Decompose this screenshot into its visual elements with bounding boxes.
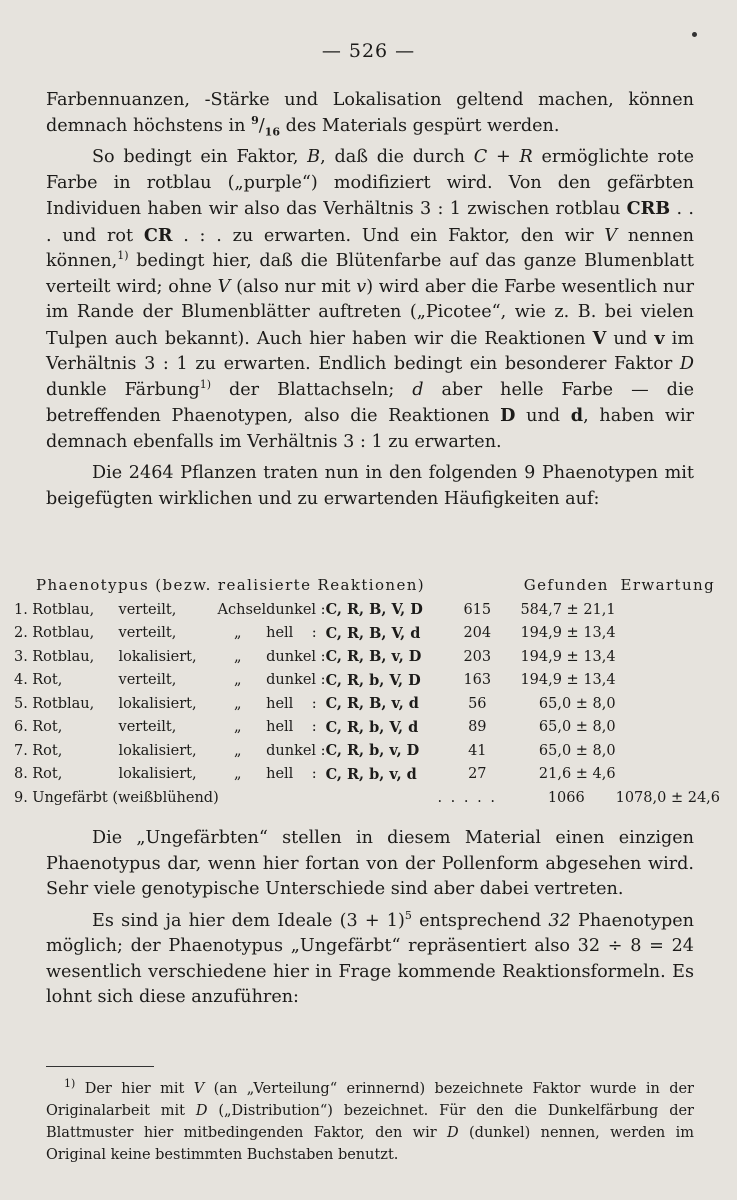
row-distribution: verteilt,: [118, 625, 177, 642]
row-achsel: „: [233, 672, 242, 689]
row-number: 7.: [14, 742, 28, 759]
row-number: 8.: [14, 766, 28, 783]
table-row: [14, 598, 720, 622]
row-formula: C, R, B, v, D: [325, 648, 422, 666]
row-color: Rot,: [32, 766, 63, 783]
row-color: Rotblau,: [32, 601, 95, 618]
row-shade: hell :: [266, 695, 317, 712]
paragraph-3: Die 2464 Pflanzen traten nun in den folgenden 9 Phaenotypen mit beigefügten wirklichen und zu erwartenden Häufigkeiten auf:: [46, 463, 694, 509]
row-shade: hell :: [266, 719, 317, 736]
row-number: 1.: [14, 601, 28, 618]
page-number: — 526 —: [321, 40, 416, 62]
row-distribution: lokalisiert,: [118, 695, 197, 712]
row-found: 203: [463, 648, 492, 665]
row-shade: dunkel :: [266, 742, 326, 759]
row-expected: 194,9 ± 13,4: [520, 672, 616, 689]
row-achsel: „: [233, 625, 242, 642]
body-text-bottom: [46, 826, 694, 1011]
table-row: [14, 739, 720, 763]
ink-speck: [692, 32, 697, 37]
row-formula: C, R, b, v, D: [325, 742, 420, 760]
row-expected: 65,0 ± 8,0: [538, 719, 616, 736]
row-shade: dunkel :: [266, 672, 326, 689]
header-erwartung: Erwartung: [620, 576, 716, 594]
row-color: Rot,: [32, 742, 63, 759]
table-row: [14, 692, 720, 716]
footnote-rule: [46, 1066, 154, 1067]
table-row: [14, 763, 720, 787]
row-color: Rotblau,: [32, 648, 95, 665]
row-color: Rot,: [32, 719, 63, 736]
row-found: 163: [463, 672, 492, 689]
row-achsel: „: [233, 742, 242, 759]
table-row: [14, 622, 720, 646]
row-formula: C, R, b, v, d: [325, 765, 417, 783]
row-found: 615: [463, 601, 492, 618]
row-found: 89: [468, 719, 487, 736]
row-number: 3.: [14, 648, 28, 665]
row-formula: C, R, B, V, D: [325, 601, 423, 619]
row-expected: 65,0 ± 8,0: [538, 742, 616, 759]
header-phaenotypus: Phaenotypus (bezw. realisierte Reaktionen): [36, 576, 426, 594]
paragraph-1: Farbennuanzen, -Stärke und Lokalisation geltend machen, können demnach höchstens in $^9/_{16}$ des Materials gespürt werden.: [46, 90, 694, 139]
row-expected: 194,9 ± 13,4: [520, 648, 616, 665]
row-distribution: lokalisiert,: [118, 742, 197, 759]
row-found: 56: [468, 695, 487, 712]
row-distribution: lokalisiert,: [118, 766, 197, 783]
row-achsel: „: [233, 719, 242, 736]
row-found: 27: [468, 766, 487, 783]
row-formula: C, R, b, V, D: [325, 671, 421, 689]
header-gefunden: Gefunden: [523, 576, 609, 594]
row-found: 1066: [547, 789, 585, 806]
row-number: 6.: [14, 719, 28, 736]
row-expected: 1078,0 ± 24,6: [615, 789, 720, 806]
row-found: 204: [463, 625, 492, 642]
row-shade: hell :: [266, 625, 317, 642]
table-row: [14, 786, 720, 810]
row-achsel: „: [233, 648, 242, 665]
row-distribution: verteilt,: [118, 719, 177, 736]
row-number: 9.: [14, 789, 28, 806]
row-expected: 65,0 ± 8,0: [538, 695, 616, 712]
table-row: [14, 645, 720, 669]
row-expected: 194,9 ± 13,4: [520, 625, 616, 642]
row-shade: dunkel :: [266, 648, 326, 665]
row-number: 5.: [14, 695, 28, 712]
phaenotype-table: [14, 576, 720, 810]
row-achsel: „: [233, 695, 242, 712]
row-formula: C, R, B, v, d: [325, 695, 419, 713]
table-header: [14, 576, 720, 598]
row-expected: 21,6 ± 4,6: [538, 766, 616, 783]
row-shade: dunkel :: [266, 601, 326, 618]
table-row: [14, 716, 720, 740]
footnote: $^{1)}$ Der hier mit V (an „Verteilung“ erinnernd) bezeichnete Faktor wurde in der Originalarbeit mit D („Distribution“) bezeichnet. Für den die Dunkelfärbung der Blattmuster hier mitbedingenden Faktor, den wir D (dunkel) nennen, werden im Original keine bestimmten Buchstaben benutzt.: [46, 1077, 694, 1163]
row-formula: C, R, b, V, d: [325, 718, 419, 736]
row-achsel: Achsel: [217, 601, 267, 618]
row-shade: hell :: [266, 766, 317, 783]
row-distribution: verteilt,: [118, 601, 177, 618]
row-number: 4.: [14, 672, 28, 689]
row-label: Ungefärbt (weißblühend): [32, 789, 219, 806]
row-found: 41: [468, 742, 487, 759]
paragraph-4: Die „Ungefärbten“ stellen in diesem Material einen einzigen Phaenotypus dar, wenn hier fortan von der Pollenform abgesehen wird. Sehr viele genotypische Unterschiede sind aber dabei vertreten.: [46, 828, 694, 899]
row-distribution: verteilt,: [118, 672, 177, 689]
row-color: Rotblau,: [32, 625, 95, 642]
row-formula: C, R, B, V, d: [325, 624, 421, 642]
table-body: [14, 598, 720, 810]
body-text-top: [46, 88, 694, 512]
row-expected: 584,7 ± 21,1: [520, 601, 616, 618]
row-dots: . . . . .: [437, 789, 497, 806]
row-color: Rot,: [32, 672, 63, 689]
row-achsel: „: [233, 766, 242, 783]
row-number: 2.: [14, 625, 28, 642]
paragraph-5: Es sind ja hier dem Ideale $(3 + 1)^5$ entsprechend 32 Phaenotypen möglich; der Phaenotypus „Ungefärbt“ repräsentiert also 32 ÷ 8 = 24 wesentlich verschiedene hier in Frage kommende Reaktionsformeln. Es lohnt sich diese anzuführen:: [46, 908, 694, 1007]
row-distribution: lokalisiert,: [118, 648, 197, 665]
paragraph-2: So bedingt ein Faktor, B, daß die durch C + R ermöglichte rote Farbe in rotblau („purple“) modifiziert wird. Von den gefärbten Individuen haben wir also das Verhältnis 3 : 1 zwischen rotblau CRB . . . und rot CR . : . zu erwarten. Und ein Faktor, den wir V nennen können,$^{1)}$ bedingt hier, daß die Blütenfarbe auf das ganze Blumenblatt verteilt wird; ohne V (also nur mit v) wird aber die Farbe wesentlich nur im Rande der Blumenblätter auftreten („Picotee“, wie z. B. bei vielen Tulpen auch bekannt). Auch hier haben wir die Reaktionen V und v im Verhältnis 3 : 1 zu erwarten. Endlich bedingt ein besonderer Faktor D dunkle Färbung$^{1)}$ der Blattachseln; d aber helle Farbe — die betreffenden Phaenotypen, also die Reaktionen D und d, haben wir demnach ebenfalls im Verhältnis 3 : 1 zu erwarten.: [46, 147, 695, 452]
row-color: Rotblau,: [32, 695, 95, 712]
table-row: [14, 669, 720, 693]
